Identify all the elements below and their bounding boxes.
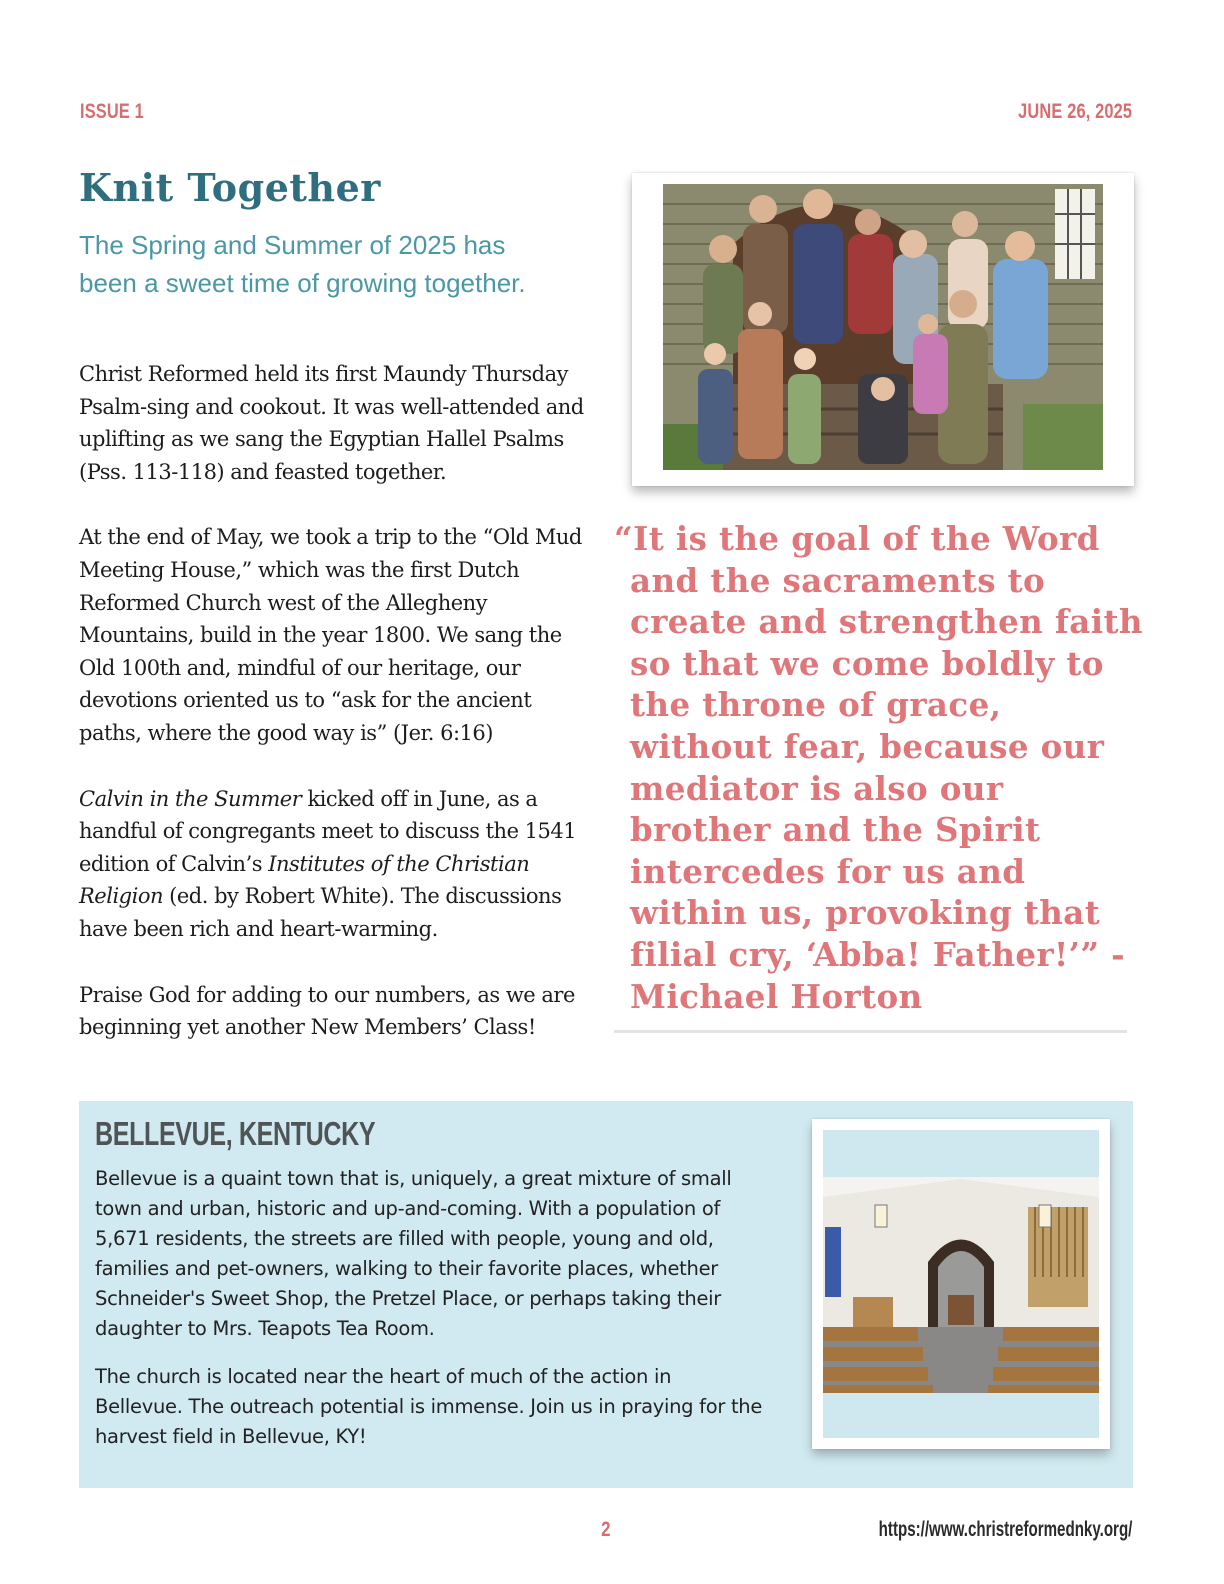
group-photo [632,173,1134,486]
institutes-title: Institutes of the Christian Religion [79,851,530,909]
bellevue-heading: BELLEVUE, KENTUCKY [95,1115,376,1152]
paragraph-new-members: Praise God for adding to our numbers, as we are beginning yet another New Members’ Class! [79,982,575,1040]
page-number: 2 [601,1518,611,1541]
article-subtitle: The Spring and Summer of 2025 has been a sweet time of growing together. [79,230,526,298]
bellevue-paragraph-church: The church is located near the heart of much of the action in Bellevue. The outreach potential is immense. Join us in praying for the harvest field in Bellevue, KY! [95,1365,763,1448]
church-interior-photo [812,1119,1110,1449]
bellevue-section [79,1101,1133,1488]
paragraph-text: kicked off in June, as a handful of congregants meet to discuss the 1541 edition of Calvin’s [79,786,577,876]
paragraph-calvin-in-the-summer [79,783,584,946]
paragraph-old-mud-meeting-house: At the end of May, we took a trip to the “Old Mud Meeting House,” which was the first Dutch Reformed Church west of the Allegheny Mountains, build in the year 1800. We sang the Old 100th and, mindful of our heritage, our devotions oriented us to “ask for the ancient paths, where the good way is” (Jer. 6:16) [79,525,582,745]
paragraph-text: (ed. by Robert White). The discussions have been rich and heart-warming. [79,884,562,941]
bellevue-text [95,1164,763,1470]
calvin-series-title: Calvin in the Summer [79,786,302,811]
church-interior-image [823,1177,1099,1393]
article-body [79,358,584,1077]
bellevue-paragraph-town: Bellevue is a quaint town that is, uniquely, a great mixture of small town and urban, historic and up-and-coming. With a population of 5,671 residents, the streets are filled with people, young and old, families and pet-owners, walking to their favorite places, whether Schneider's Sweet Shop, the Pretzel Place, or perhaps taking their daughter to Mrs. Teapots Tea Room. [95,1167,732,1340]
quote-divider [614,1030,1127,1033]
pull-quote: “It is the goal of the Word and the sacraments to create and strengthen faith so that we come boldly to the throne of grace, without fear, because our mediator is also our brother and the Spirit intercedes for us and within us, provoking that filial cry, ‘Abba! Father!’” - Michael Horton [614,519,1143,1016]
issue-label: ISSUE 1 [80,100,144,123]
website-url[interactable]: https://www.christreformednky.org/ [878,1518,1132,1541]
group-photo-image [663,184,1103,470]
paragraph-maundy-thursday: Christ Reformed held its first Maundy Thursday Psalm-sing and cookout. It was well-attended and uplifting as we sang the Egyptian Hallel Psalms (Pss. 113-118) and feasted together. [79,362,584,484]
article-title: Knit Together [79,165,381,210]
issue-date: JUNE 26, 2025 [1017,100,1132,123]
